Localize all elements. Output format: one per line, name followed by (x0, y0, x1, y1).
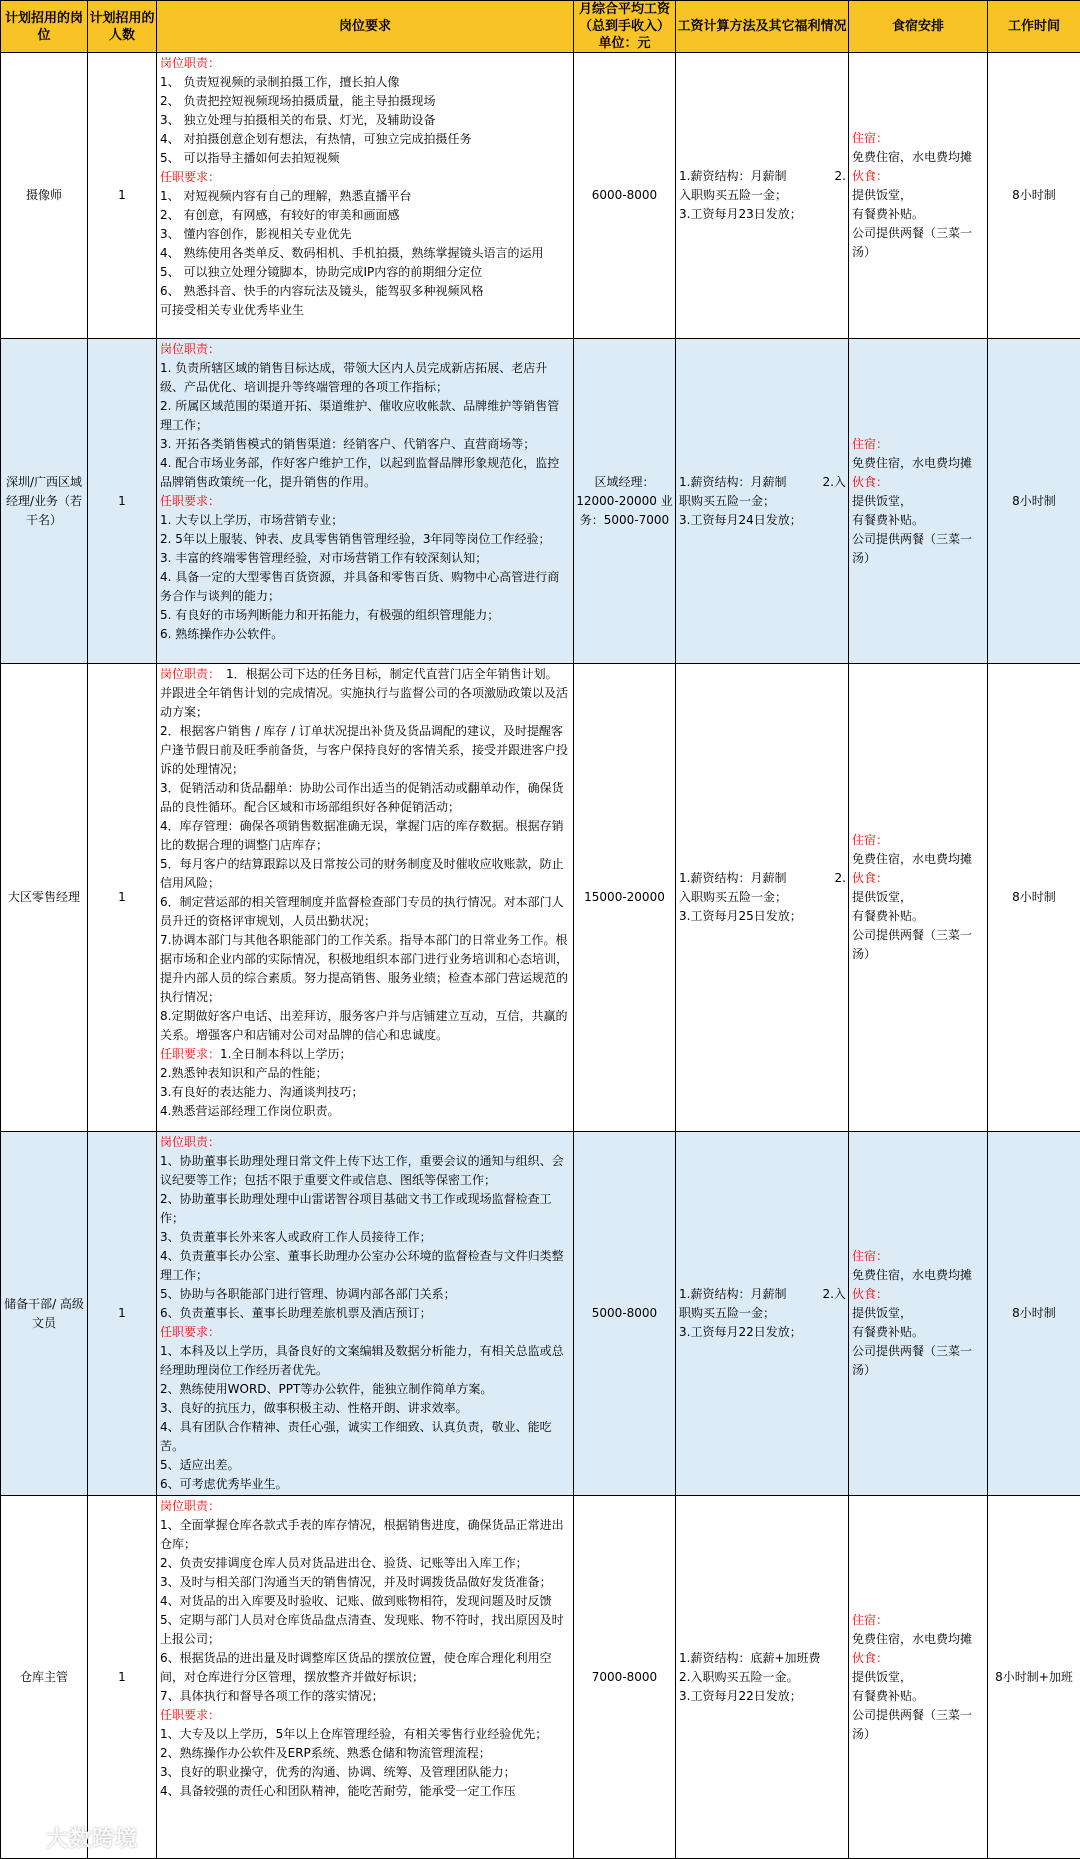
requirement-line (160, 1744, 569, 1763)
requirement-line (160, 1418, 569, 1456)
requirement-line (160, 1456, 569, 1475)
requirement-text: 4、对货品的出入库要及时验收、记账、做到账物相符，发现问题及时反馈 (160, 1594, 552, 1608)
cell-salary: 区域经理：12000-20000 业务：5000-7000 (574, 339, 676, 664)
requirement-text: 5. 有良好的市场判断能力和开拓能力，有极强的组织管理能力； (160, 608, 499, 622)
cell-pay-method (676, 664, 849, 1132)
requirement-section-label (160, 54, 569, 73)
food-line: 免费住宿，水电费均摊 (852, 148, 984, 167)
food-line: 公司提供两餐（三菜一汤） (852, 224, 984, 262)
food-section-label: 住宿： (852, 129, 984, 148)
cell-salary: 15000-20000 (574, 664, 676, 1132)
requirement-line (160, 855, 569, 893)
requirement-line (160, 187, 569, 206)
requirement-section-label (160, 1706, 569, 1725)
cell-requirements (157, 339, 574, 664)
requirement-line (160, 282, 569, 301)
food-section-label: 伙食： (852, 167, 984, 186)
requirement-line (160, 1516, 569, 1554)
requirement-line (160, 454, 569, 492)
requirement-text: 4. 具备一定的大型零售百货资源，并具备和零售百货、购物中心高管进行商务合作与谈判的能力； (160, 570, 559, 603)
requirement-line (160, 244, 569, 263)
requirement-line (160, 1285, 569, 1304)
watermark-logo-icon (6, 1822, 40, 1852)
requirement-text: 任职要求： (160, 1708, 220, 1722)
cell-hours: 8小时制+加班 (988, 1496, 1080, 1859)
cell-food-lodging (849, 1496, 988, 1859)
requirement-line (160, 606, 569, 625)
cell-position: 储备干部/ 高级文员 (1, 1132, 88, 1496)
pay-line: 3.工资每月22日发放； (679, 1323, 846, 1342)
food-section-label: 住宿： (852, 435, 984, 454)
cell-salary: 5000-8000 (574, 1132, 676, 1496)
requirement-text: 4、 熟练使用各类单反、数码相机、手机拍摄，熟练掌握镜头语言的运用 (160, 246, 543, 260)
requirement-text: 3、良好的职业操守，优秀的沟通、协调、统筹、及管理团队能力； (160, 1765, 516, 1779)
header-requirements: 岗位要求 (157, 1, 574, 53)
watermark-text: 大数跨境 (46, 1822, 138, 1853)
food-line: 提供饭堂， (852, 888, 984, 907)
requirement-text: 7.协调本部门与其他各职能部门的工作关系。指导本部门的日常业务工作。根据市场和企业内部的实际情况，积极地组织本部门进行业务培训和心态培训，提升内部人员的综合素质。努力提高销售、服务业绩；检查本部门营运规范的执行情况； (160, 933, 568, 1004)
cell-position: 大区零售经理 (1, 664, 88, 1132)
food-section-label: 伙食： (852, 1649, 984, 1668)
requirement-line (160, 111, 569, 130)
food-line: 公司提供两餐（三菜一汤） (852, 926, 984, 964)
requirement-text: 1、大专及以上学历，5年以上仓库管理经验，有相关零售行业经验优先； (160, 1727, 547, 1741)
requirement-line (160, 1228, 569, 1247)
requirement-text: 2、负责安排调度仓库人员对货品进出仓、验货、记账等出入库工作； (160, 1556, 528, 1570)
cell-pay-method (676, 53, 849, 339)
requirement-text: 任职要求： (160, 1325, 220, 1339)
cell-hours: 8小时制 (988, 53, 1080, 339)
requirement-text: 1. 负责所辖区域的销售目标达成，带领大区内人员完成新店拓展、老店升级、产品优化、培训提升等终端管理的各项工作指标； (160, 361, 547, 394)
requirement-text: 可接受相关专业优秀毕业生 (160, 303, 304, 317)
pay-line: 入职购买五险一金； (679, 888, 846, 907)
requirement-line (160, 263, 569, 282)
pay-line: 1.薪资结构：月薪制 2.入职购买五险一金； (679, 473, 846, 511)
requirement-text: 3. 丰富的终端零售管理经验，对市场营销工作有较深刻认知； (160, 551, 487, 565)
pay-line: 3.工资每月25日发放； (679, 907, 846, 926)
requirement-text: 4、具有团队合作精神、责任心强，诚实工作细致、认真负责，敬业、能吃苦。 (160, 1420, 552, 1453)
requirement-line (160, 1554, 569, 1573)
pay-line: 1.薪资结构：月薪制 2.入职购买五险一金； (679, 1285, 846, 1323)
cell-food-lodging (849, 664, 988, 1132)
requirement-section-label (160, 665, 569, 722)
requirement-text: 5、适应出差。 (160, 1458, 240, 1472)
requirement-inline-text: 1.全日制本科以上学历； (220, 1047, 351, 1061)
requirement-text: 5、定期与部门人员对仓库货品盘点清查、发现账、物不符时，找出原因及时上报公司； (160, 1613, 564, 1646)
cell-pay-method (676, 339, 849, 664)
requirement-text: 岗位职责： (160, 1135, 220, 1149)
requirement-text: 2、协助董事长助理处理中山雷诺智谷项目基础文书工作或现场监督检查工作； (160, 1192, 552, 1225)
cell-requirements (157, 1496, 574, 1859)
cell-food-lodging (849, 53, 988, 339)
requirement-text: 4、负责董事长办公室、董事长助理办公室办公环境的监督检查与文件归类整理工作； (160, 1249, 564, 1282)
requirement-text: 岗位职责： (160, 667, 214, 681)
table-row (1, 664, 1080, 1132)
cell-position: 摄像师 (1, 53, 88, 339)
cell-pay-method (676, 1496, 849, 1859)
requirement-line (160, 1247, 569, 1285)
requirement-section-label (160, 168, 569, 187)
pay-line: 1.薪资结构：月薪制 2. (679, 869, 846, 888)
requirement-text: 6．制定营运部的相关管理制度并监督检查部门专员的执行情况。对本部门人员升迁的资格评审规划，人员出勤状况； (160, 895, 564, 928)
requirement-text: 岗位职责： (160, 1499, 220, 1513)
requirement-line (160, 73, 569, 92)
requirement-line (160, 301, 569, 320)
requirement-line (160, 817, 569, 855)
requirement-line (160, 722, 569, 779)
requirement-line (160, 1475, 569, 1494)
cell-count: 1 (88, 339, 157, 664)
cell-hours: 8小时制 (988, 664, 1080, 1132)
header-food-lodging: 食宿安排 (849, 1, 988, 53)
requirement-line (160, 625, 569, 644)
requirement-text: 5、 可以指导主播如何去拍短视频 (160, 151, 339, 165)
requirement-text: 2、熟练操作办公软件及ERP系统、熟悉仓储和物流管理流程； (160, 1746, 491, 1760)
food-line: 免费住宿，水电费均摊 (852, 454, 984, 473)
requirement-text: 1、 负责短视频的录制拍摄工作，擅长拍人像 (160, 75, 399, 89)
requirement-section-label (160, 1133, 569, 1152)
requirement-text: 3、及时与相关部门沟通当天的销售情况，并及时调拨货品做好发货准备； (160, 1575, 552, 1589)
requirement-text: 1、协助董事长助理处理日常文件上传下达工作，重要会议的通知与组织、会议纪要等工作；包括不限于重要文件或信息、图纸等保密工作； (160, 1154, 564, 1187)
requirement-text: 3. 开拓各类销售模式的销售渠道：经销客户、代销客户、直营商场等； (160, 437, 535, 451)
pay-line: 2.入职购买五险一金。 (679, 1668, 846, 1687)
requirement-text: 8.定期做好客户电话、出差拜访，服务客户并与店铺建立互动，互信，共赢的关系。增强客户和店铺对公司对品牌的信心和忠诚度。 (160, 1009, 567, 1042)
table-header-row (1, 1, 1080, 53)
food-section-label: 住宿： (852, 1247, 984, 1266)
requirement-line (160, 225, 569, 244)
food-line: 提供饭堂， (852, 1668, 984, 1687)
requirement-text: 2.熟悉钟表知识和产品的性能； (160, 1066, 327, 1080)
food-section-label: 伙食： (852, 473, 984, 492)
cell-count: 1 (88, 1496, 157, 1859)
requirement-text: 4. 配合市场业务部，作好客户维护工作，以起到监督品牌形象规范化，监控品牌销售政策统一化，提升销售的作用。 (160, 456, 559, 489)
header-position: 计划招用的岗位 (1, 1, 88, 53)
requirement-text: 任职要求： (160, 1047, 220, 1061)
table-row (1, 339, 1080, 664)
requirement-text: 岗位职责： (160, 56, 220, 70)
requirement-line (160, 1380, 569, 1399)
requirement-line (160, 1573, 569, 1592)
food-line: 免费住宿，水电费均摊 (852, 1630, 984, 1649)
requirement-text: 4、 对拍摄创意企划有想法，有热情，可独立完成拍摄任务 (160, 132, 471, 146)
requirement-text: 2. 5年以上服装、钟表、皮具零售销售管理经验，3年同等岗位工作经验； (160, 532, 551, 546)
requirement-line (160, 1102, 569, 1121)
requirement-section-label (160, 1497, 569, 1516)
requirement-line (160, 1064, 569, 1083)
requirement-line (160, 1152, 569, 1190)
requirement-line (160, 1083, 569, 1102)
requirement-line (160, 549, 569, 568)
cell-pay-method (676, 1132, 849, 1496)
pay-line: 1.薪资结构：底薪+加班费 (679, 1649, 846, 1668)
food-line: 有餐费补贴。 (852, 907, 984, 926)
pay-line: 3.工资每月23日发放； (679, 205, 846, 224)
requirement-text: 4、具备较强的责任心和团队精神，能吃苦耐劳，能承受一定工作压 (160, 1784, 516, 1798)
requirement-text: 任职要求： (160, 170, 220, 184)
requirement-line (160, 359, 569, 397)
requirement-text: 2、 有创意，有网感，有较好的审美和画面感 (160, 208, 399, 222)
food-line: 公司提供两餐（三菜一汤） (852, 1706, 984, 1744)
requirement-section-label (160, 492, 569, 511)
cell-requirements (157, 664, 574, 1132)
requirement-text: 3.有良好的表达能力、沟通谈判技巧； (160, 1085, 363, 1099)
requirement-text: 7、具体执行和督导各项工作的落实情况； (160, 1689, 384, 1703)
food-line: 免费住宿，水电费均摊 (852, 850, 984, 869)
requirement-line (160, 1399, 569, 1418)
table-row (1, 1132, 1080, 1496)
header-hours: 工作时间 (988, 1, 1080, 53)
requirement-line (160, 1007, 569, 1045)
cell-count: 1 (88, 53, 157, 339)
cell-position: 深圳/广西区域经理/业务（若干名） (1, 339, 88, 664)
cell-count: 1 (88, 664, 157, 1132)
table-row (1, 53, 1080, 339)
food-line: 有餐费补贴。 (852, 511, 984, 530)
food-line: 有餐费补贴。 (852, 1687, 984, 1706)
requirement-text: 6、可考虑优秀毕业生。 (160, 1477, 288, 1491)
requirement-text: 3、 独立处理与拍摄相关的布景、灯光，及辅助设备 (160, 113, 435, 127)
requirement-text: 5、协助与各职能部门进行管理、协调内部各部门关系； (160, 1287, 456, 1301)
food-line: 提供饭堂， (852, 492, 984, 511)
requirement-text: 3、良好的抗压力，做事积极主动、性格开朗、讲求效率。 (160, 1401, 468, 1415)
requirement-text: 5、 可以独立处理分镜脚本，协助完成IP内容的前期细分定位 (160, 265, 482, 279)
requirement-section-label (160, 340, 569, 359)
requirement-text: 6、负责董事长、董事长助理差旅机票及酒店预订； (160, 1306, 432, 1320)
cell-requirements (157, 1132, 574, 1496)
cell-count: 1 (88, 1132, 157, 1496)
header-salary: 月综合平均工资（总到手收入）单位：元 (574, 1, 676, 53)
food-line: 有餐费补贴。 (852, 1323, 984, 1342)
requirement-text: 1、全面掌握仓库各款式手表的库存情况，根据销售进度，确保货品正常进出仓库； (160, 1518, 564, 1551)
requirement-line (160, 435, 569, 454)
food-section-label: 伙食： (852, 869, 984, 888)
requirement-line (160, 92, 569, 111)
requirement-text: 5．每月客户的结算跟踪以及日常按公司的财务制度及时催收应收账款，防止信用风险； (160, 857, 564, 890)
food-section-label: 住宿： (852, 831, 984, 850)
header-count: 计划招用的人数 (88, 1, 157, 53)
requirement-line (160, 1611, 569, 1649)
food-line: 公司提供两餐（三菜一汤） (852, 1342, 984, 1380)
cell-food-lodging (849, 1132, 988, 1496)
food-line: 提供饭堂， (852, 1304, 984, 1323)
requirement-text: 3、 懂内容创作，影视相关专业优先 (160, 227, 351, 241)
requirement-text: 岗位职责： (160, 342, 220, 356)
requirement-text: 2、熟练使用WORD、PPT等办公软件，能独立制作简单方案。 (160, 1382, 492, 1396)
cell-position: 仓库主管 (1, 1496, 88, 1859)
cell-hours: 8小时制 (988, 1132, 1080, 1496)
requirement-inline-text: 1．根据公司下达的任务目标，制定代直营门店全年销售计划。并跟进全年销售计划的完成情况。实施执行与监督公司的各项激励政策以及活动方案； (160, 667, 568, 719)
requirement-text: 2．根据客户销售 / 库存 / 订单状况提出补货及货品调配的建议，及时提醒客户逢节假日前及旺季前备货，与客户保持良好的客情关系，接受并跟进客户投诉的处理情况； (160, 724, 568, 776)
requirement-text: 1、本科及以上学历，具备良好的文案编辑及数据分析能力，有相关总监或总经理助理岗位工作经历者优先。 (160, 1344, 564, 1377)
pay-line: 入职购买五险一金； (679, 186, 846, 205)
requirement-text: 1. 大专以上学历，市场营销专业； (160, 513, 343, 527)
requirement-text: 4.熟悉营运部经理工作岗位职责。 (160, 1104, 339, 1118)
requirement-text: 1、 对短视频内容有自己的理解，熟悉直播平台 (160, 189, 411, 203)
requirement-section-label (160, 1045, 569, 1064)
requirement-text: 6、根据货品的进出量及时调整库区货品的摆放位置，使仓库合理化利用空间，对仓库进行分区管理，摆放整齐并做好标识； (160, 1651, 552, 1684)
requirement-line (160, 779, 569, 817)
requirement-text: 2、 负责把控短视频现场拍摄质量，能主导拍摄现场 (160, 94, 435, 108)
table-row (1, 1496, 1080, 1859)
food-section-label: 住宿： (852, 1611, 984, 1630)
requirement-line (160, 1782, 569, 1801)
requirement-text: 6. 熟练操作办公软件。 (160, 627, 283, 641)
watermark (6, 1820, 138, 1854)
requirement-line (160, 206, 569, 225)
cell-salary: 6000-8000 (574, 53, 676, 339)
food-line: 公司提供两餐（三菜一汤） (852, 530, 984, 568)
cell-hours: 8小时制 (988, 339, 1080, 664)
requirement-line (160, 568, 569, 606)
food-line: 提供饭堂， (852, 186, 984, 205)
requirement-section-label (160, 1323, 569, 1342)
requirement-line (160, 130, 569, 149)
requirement-text: 2. 所属区域范围的渠道开拓、渠道维护、催收应收帐款、品牌维护等销售管理工作； (160, 399, 559, 432)
requirement-line (160, 1725, 569, 1744)
requirement-line (160, 1190, 569, 1228)
header-pay-method: 工资计算方法及其它福利情况 (676, 1, 849, 53)
cell-requirements (157, 53, 574, 339)
requirement-line (160, 397, 569, 435)
requirement-line (160, 893, 569, 931)
pay-line: 1.薪资结构：月薪制 2. (679, 167, 846, 186)
food-section-label: 伙食： (852, 1285, 984, 1304)
requirement-line (160, 1687, 569, 1706)
requirement-line (160, 1304, 569, 1323)
food-line: 免费住宿，水电费均摊 (852, 1266, 984, 1285)
requirement-text: 4．库存管理：确保各项销售数据准确无误，掌握门店的库存数据。根据存销比的数据合理的调整门店库存； (160, 819, 564, 852)
pay-line: 3.工资每月22日发放； (679, 1687, 846, 1706)
cell-food-lodging (849, 339, 988, 664)
requirement-line (160, 149, 569, 168)
requirement-text: 6、 熟悉抖音、快手的内容玩法及镜头，能驾驭多种视频风格 (160, 284, 483, 298)
requirement-text: 3．促销活动和货品翻单：协助公司作出适当的促销活动或翻单动作，确保货品的良性循环。配合区域和市场部组织好各种促销活动； (160, 781, 564, 814)
food-line: 有餐费补贴。 (852, 205, 984, 224)
requirement-line (160, 931, 569, 1007)
requirement-line (160, 1342, 569, 1380)
requirement-line (160, 1649, 569, 1687)
cell-salary: 7000-8000 (574, 1496, 676, 1859)
requirement-text: 任职要求： (160, 494, 220, 508)
pay-line: 3.工资每月24日发放； (679, 511, 846, 530)
requirement-line (160, 1592, 569, 1611)
requirement-line (160, 511, 569, 530)
requirement-line (160, 1763, 569, 1782)
requirement-text: 3、负责董事长外来客人或政府工作人员接待工作； (160, 1230, 432, 1244)
requirement-line (160, 530, 569, 549)
